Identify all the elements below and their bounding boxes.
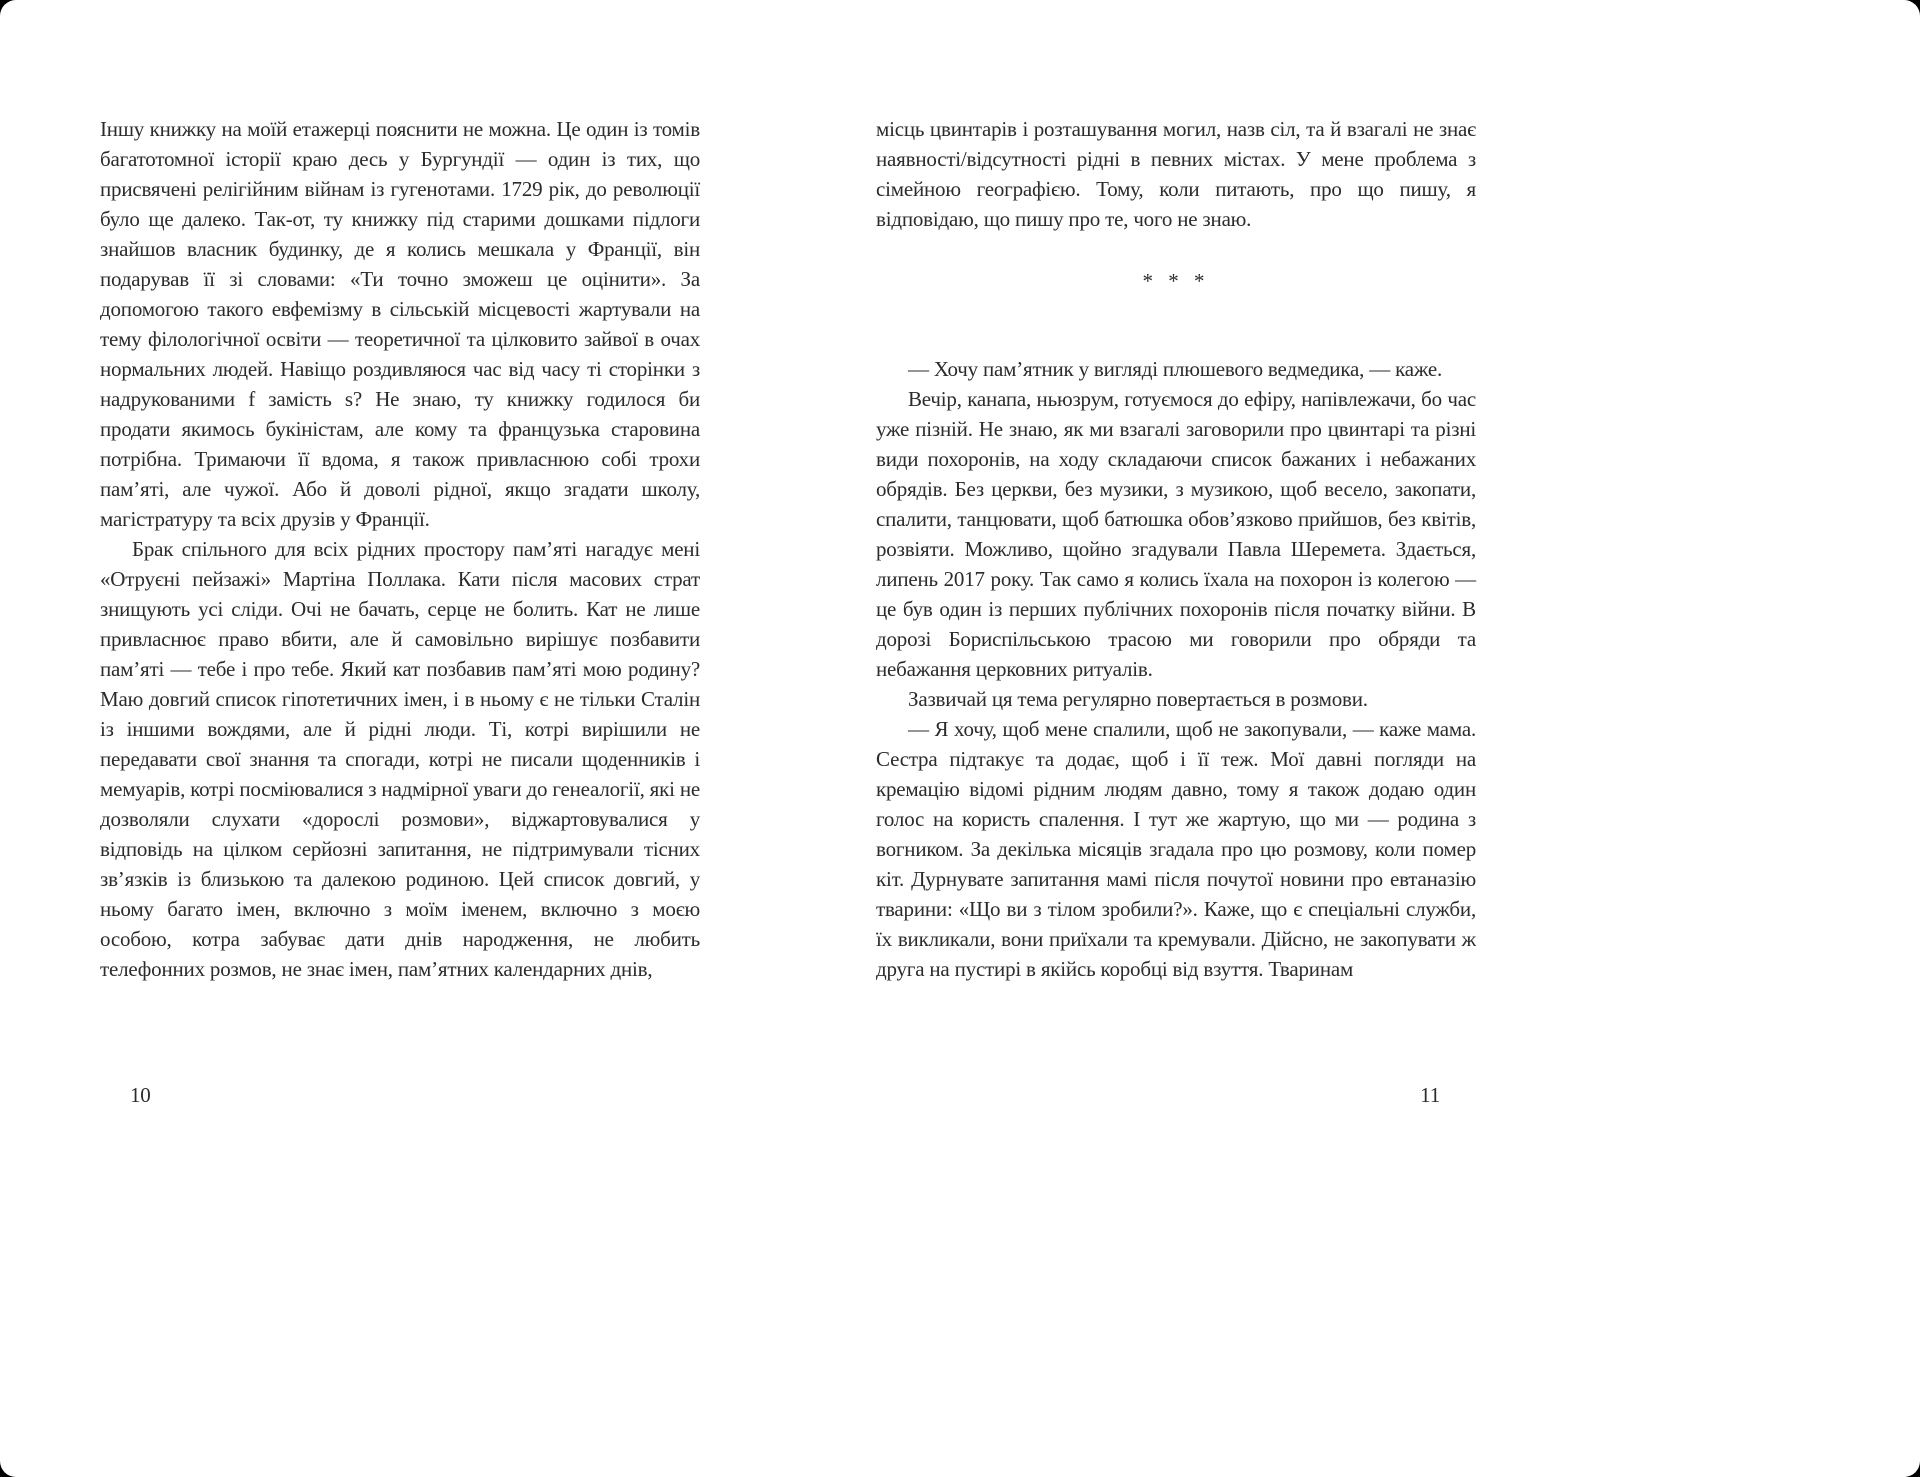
page-number-right: 11 [1420, 1083, 1440, 1107]
paragraph: Зазвичай ця тема регулярно повертається в розмови. [908, 687, 1368, 711]
paragraph-dialogue: — Я хочу, щоб мене спалили, щоб не закопували, — каже мама. Сестра підтакує та додає, щоб і її теж. Мої давні погляди на кремацію відомі рідним людям давно, тому я також додаю один голос на користь спалення. І тут же жартую, що ми — родина з вогником. За декілька місяців згадала про цю розмову, коли помер кіт. Дурнувате запитання мамі після почутої новини про евтаназію тварини: «Що ви з тілом зробили?». Каже, що є спеціальні служби, їх викликали, вони приїхали та кремували. Дійсно, не закопувати ж друга на пустирі в якійсь коробці від взуття. Тваринам [876, 717, 1476, 981]
left-page-text-column [100, 114, 700, 984]
paragraph-dialogue: — Хочу пам’ятник у вигляді плюшевого ведмедика, — каже. [908, 357, 1443, 381]
paragraph: Брак спільного для всіх рідних простору пам’яті нагадує мені «Отруєні пейзажі» Мартіна Поллака. Кати після масових страт знищують усі сліди. Очі не бачать, серце не болить. Кат не лише привласнює право вбити, але й самовільно вирішує позбавити пам’яті — тебе і про тебе. Який кат позбавив пам’яті мою родину? Маю довгий список гіпотетичних імен, і в ньому є не тільки Сталін із іншими вождями, але й рідні люди. Ті, котрі вирішили не передавати свої знання та спогади, котрі не писали щоденників і мемуарів, котрі посміювалися з надмірної уваги до генеалогії, які не дозволяли слухати «дорослі розмови», віджартовувалися у відповідь на цілком серйозні запитання, не підтримували тісних зв’язків із близькою та далекою родиною. Цей список довгий, у ньому багато імен, включно з моїм іменем, включно з моєю особою, котра забуває дати днів народження, не любить телефонних розмов, не знає імен, пам’ятних календарних днів, [100, 537, 700, 981]
section-break: * * * [1142, 269, 1210, 293]
paragraph: Іншу книжку на моїй етажерці пояснити не можна. Це один із томів багатотомної історії краю десь у Бургундії — один із тих, що присвячені релігійним війнам із гугенотами. 1729 рік, до революції було ще далеко. Так-от, ту книжку під старими дошками підлоги знайшов власник будинку, де я колись мешкала у Франції, він подарував її зі словами: «Ти точно зможеш це оцінити». За допомогою такого евфемізму в сільській місцевості жартували на тему філологічної освіти — теоретичної та цілковито зайвої в очах нормальних людей. Навіщо роздивляюся час від часу ті сторінки з надрукованими f замість s? Не знаю, ту книжку годилося би продати якимось букіністам, але кому та французька старовина потрібна. Тримаючи її вдома, я також привласнюю собі трохи пам’яті, але чужої. Або й доволі рідної, якщо згадати школу, магістратуру та всіх друзів у Франції. [100, 117, 700, 531]
paragraph: місць цвинтарів і розташування могил, назв сіл, та й взагалі не знає наявності/відсутності рідні в певних містах. У мене проблема з сімейною географією. Тому, коли питають, про що пишу, я відповідаю, що пишу про те, чого не знаю. [876, 117, 1476, 231]
right-page-text-column [876, 114, 1476, 984]
paragraph: Вечір, канапа, ньюзрум, готуємося до ефіру, напівлежачи, бо час уже пізній. Не знаю, як ми взагалі заговорили про цвинтарі та різні види похоронів, на ходу складаючи список бажаних і небажаних обрядів. Без церкви, без музики, з музикою, щоб весело, закопати, спалити, танцювати, щоб батюшка обов’язково прийшов, без квітів, розвіяти. Можливо, щойно згадували Павла Шеремета. Здається, липень 2017 року. Так само я колись їхала на похорон із колегою — це був один із перших публічних похоронів після початку війни. В дорозі Бориспільською трасою ми говорили про обряди та небажання церковних ритуалів. [876, 387, 1476, 681]
page-number-left: 10 [130, 1083, 151, 1107]
